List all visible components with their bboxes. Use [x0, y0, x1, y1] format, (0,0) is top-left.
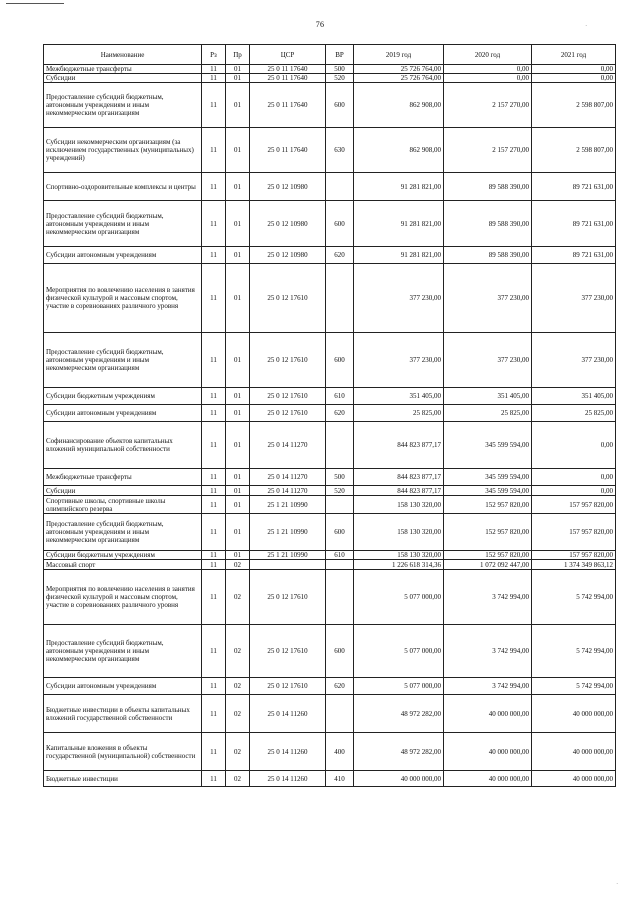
row-name: Субсидии автономным учреждениям — [44, 405, 202, 422]
table-row — [44, 496, 616, 514]
row-2021: 25 825,00 — [532, 405, 616, 422]
row-2019: 48 972 282,00 — [354, 733, 444, 771]
row-rz: 11 — [202, 388, 226, 405]
row-2020: 89 588 390,00 — [444, 247, 532, 264]
row-name: Предоставление субсидий бюджетным, автономным учреждениям и иным некоммерческим организациям — [44, 201, 202, 247]
row-vr: 500 — [326, 65, 354, 74]
row-pr: 01 — [226, 551, 250, 560]
row-pr: 01 — [226, 128, 250, 173]
row-2021: 89 721 631,00 — [532, 247, 616, 264]
table-row — [44, 201, 616, 247]
row-2019: 91 281 821,00 — [354, 173, 444, 201]
header-csr: ЦСР — [250, 45, 326, 65]
row-rz: 11 — [202, 514, 226, 551]
row-2020: 152 957 820,00 — [444, 551, 532, 560]
table-row — [44, 771, 616, 787]
row-2019: 91 281 821,00 — [354, 247, 444, 264]
row-name: Субсидии бюджетным учреждениям — [44, 388, 202, 405]
row-2019: 5 077 000,00 — [354, 570, 444, 625]
row-vr: 620 — [326, 678, 354, 695]
row-vr: 600 — [326, 514, 354, 551]
row-vr — [326, 173, 354, 201]
header-vr: ВР — [326, 45, 354, 65]
row-2021: 40 000 000,00 — [532, 771, 616, 787]
row-2020: 345 599 594,00 — [444, 486, 532, 496]
row-rz: 11 — [202, 65, 226, 74]
table-row — [44, 264, 616, 333]
row-2021: 40 000 000,00 — [532, 695, 616, 733]
row-vr — [326, 264, 354, 333]
row-name: Предоставление субсидий бюджетным, автономным учреждениям и иным некоммерческим организациям — [44, 514, 202, 551]
row-name: Межбюджетные трансферты — [44, 469, 202, 486]
row-name: Капитальные вложения в объекты государственной (муниципальной) собственности — [44, 733, 202, 771]
row-pr: 02 — [226, 695, 250, 733]
row-2020: 152 957 820,00 — [444, 496, 532, 514]
row-pr: 01 — [226, 74, 250, 83]
row-vr: 610 — [326, 551, 354, 560]
table-row — [44, 486, 616, 496]
top-rule — [6, 3, 64, 4]
row-2020: 89 588 390,00 — [444, 173, 532, 201]
row-pr: 01 — [226, 405, 250, 422]
row-2021: 5 742 994,00 — [532, 678, 616, 695]
row-2021: 40 000 000,00 — [532, 733, 616, 771]
row-rz: 11 — [202, 678, 226, 695]
row-2019: 158 130 320,00 — [354, 551, 444, 560]
row-2020: 351 405,00 — [444, 388, 532, 405]
row-name: Бюджетные инвестиции — [44, 771, 202, 787]
row-pr: 02 — [226, 733, 250, 771]
header-name: Наименование — [44, 45, 202, 65]
row-2020: 345 599 594,00 — [444, 422, 532, 469]
row-2019: 25 825,00 — [354, 405, 444, 422]
row-rz: 11 — [202, 733, 226, 771]
row-csr: 25 0 12 17610 — [250, 264, 326, 333]
row-csr: 25 0 11 17640 — [250, 74, 326, 83]
row-pr: 02 — [226, 570, 250, 625]
row-2021: 157 957 820,00 — [532, 514, 616, 551]
row-2019: 40 000 000,00 — [354, 771, 444, 787]
row-csr: 25 0 14 11260 — [250, 695, 326, 733]
row-2020: 25 825,00 — [444, 405, 532, 422]
row-rz: 11 — [202, 333, 226, 388]
row-vr: 520 — [326, 486, 354, 496]
row-2020: 2 157 270,00 — [444, 83, 532, 128]
row-2021: 89 721 631,00 — [532, 173, 616, 201]
table-row — [44, 469, 616, 486]
header-2020: 2020 год — [444, 45, 532, 65]
row-csr — [250, 560, 326, 570]
row-2019: 377 230,00 — [354, 264, 444, 333]
row-2020: 0,00 — [444, 65, 532, 74]
row-vr: 620 — [326, 247, 354, 264]
row-name: Мероприятия по вовлечению населения в занятия физической культурой и массовым спортом, участие в соревнованиях различного уровня — [44, 570, 202, 625]
table-row — [44, 551, 616, 560]
row-rz: 11 — [202, 173, 226, 201]
row-2019: 1 226 618 314,36 — [354, 560, 444, 570]
row-csr: 25 0 12 17610 — [250, 388, 326, 405]
row-rz: 11 — [202, 551, 226, 560]
row-pr: 01 — [226, 388, 250, 405]
header-rz: Рз — [202, 45, 226, 65]
row-pr: 01 — [226, 201, 250, 247]
row-name: Субсидии — [44, 486, 202, 496]
row-2020: 40 000 000,00 — [444, 733, 532, 771]
row-csr: 25 0 11 17640 — [250, 128, 326, 173]
budget-table — [43, 44, 616, 787]
row-vr — [326, 570, 354, 625]
row-csr: 25 0 12 17610 — [250, 570, 326, 625]
row-2019: 844 823 877,17 — [354, 422, 444, 469]
table-row — [44, 173, 616, 201]
table-row — [44, 74, 616, 83]
row-vr — [326, 560, 354, 570]
row-2019: 158 130 320,00 — [354, 496, 444, 514]
row-2020: 2 157 270,00 — [444, 128, 532, 173]
table-row — [44, 422, 616, 469]
row-2020: 0,00 — [444, 74, 532, 83]
row-name: Бюджетные инвестиции в объекты капитальных вложений государственной собственности — [44, 695, 202, 733]
row-rz: 11 — [202, 560, 226, 570]
row-2020: 89 588 390,00 — [444, 201, 532, 247]
row-2019: 5 077 000,00 — [354, 678, 444, 695]
row-csr: 25 0 12 17610 — [250, 333, 326, 388]
row-rz: 11 — [202, 496, 226, 514]
row-csr: 25 0 14 11270 — [250, 469, 326, 486]
row-rz: 11 — [202, 128, 226, 173]
row-vr — [326, 422, 354, 469]
row-vr: 520 — [326, 74, 354, 83]
row-2021: 377 230,00 — [532, 333, 616, 388]
row-2020: 40 000 000,00 — [444, 695, 532, 733]
row-2019: 377 230,00 — [354, 333, 444, 388]
row-2021: 0,00 — [532, 422, 616, 469]
row-2020: 345 599 594,00 — [444, 469, 532, 486]
row-pr: 02 — [226, 678, 250, 695]
row-2019: 862 908,00 — [354, 83, 444, 128]
scan-mark: · — [616, 880, 619, 888]
table-row — [44, 570, 616, 625]
row-csr: 25 0 12 17610 — [250, 625, 326, 678]
row-2021: 377 230,00 — [532, 264, 616, 333]
row-vr — [326, 496, 354, 514]
row-name: Массовый спорт — [44, 560, 202, 570]
row-csr: 25 1 21 10990 — [250, 551, 326, 560]
row-2021: 0,00 — [532, 469, 616, 486]
row-rz: 11 — [202, 422, 226, 469]
row-name: Предоставление субсидий бюджетным, автономным учреждениям и иным некоммерческим организациям — [44, 625, 202, 678]
table-row — [44, 560, 616, 570]
row-rz: 11 — [202, 405, 226, 422]
table-row — [44, 247, 616, 264]
row-2019: 844 823 877,17 — [354, 486, 444, 496]
row-rz: 11 — [202, 771, 226, 787]
row-2021: 157 957 820,00 — [532, 496, 616, 514]
row-2020: 3 742 994,00 — [444, 678, 532, 695]
row-2019: 844 823 877,17 — [354, 469, 444, 486]
row-2019: 862 908,00 — [354, 128, 444, 173]
table-row — [44, 83, 616, 128]
row-pr: 01 — [226, 496, 250, 514]
row-2020: 3 742 994,00 — [444, 570, 532, 625]
table-row — [44, 128, 616, 173]
row-csr: 25 0 14 11260 — [250, 733, 326, 771]
row-rz: 11 — [202, 469, 226, 486]
row-pr: 01 — [226, 83, 250, 128]
row-2021: 0,00 — [532, 486, 616, 496]
table-header-row — [44, 45, 616, 65]
table-row — [44, 514, 616, 551]
row-vr: 400 — [326, 733, 354, 771]
row-2021: 0,00 — [532, 65, 616, 74]
header-2019: 2019 год — [354, 45, 444, 65]
row-pr: 01 — [226, 247, 250, 264]
row-2021: 351 405,00 — [532, 388, 616, 405]
row-name: Мероприятия по вовлечению населения в занятия физической культурой и массовым спортом, участие в соревнованиях различного уровня — [44, 264, 202, 333]
row-csr: 25 1 21 10990 — [250, 514, 326, 551]
row-2020: 152 957 820,00 — [444, 514, 532, 551]
row-pr: 01 — [226, 173, 250, 201]
row-rz: 11 — [202, 570, 226, 625]
row-rz: 11 — [202, 486, 226, 496]
row-2021: 0,00 — [532, 74, 616, 83]
row-2019: 25 726 764,00 — [354, 74, 444, 83]
table-row — [44, 678, 616, 695]
row-rz: 11 — [202, 264, 226, 333]
table-row — [44, 333, 616, 388]
row-2019: 48 972 282,00 — [354, 695, 444, 733]
table-row — [44, 405, 616, 422]
row-csr: 25 0 12 17610 — [250, 405, 326, 422]
row-pr: 02 — [226, 625, 250, 678]
row-csr: 25 0 12 10980 — [250, 247, 326, 264]
row-2021: 2 598 807,00 — [532, 83, 616, 128]
row-vr — [326, 695, 354, 733]
row-vr: 410 — [326, 771, 354, 787]
row-2021: 5 742 994,00 — [532, 625, 616, 678]
row-pr: 02 — [226, 560, 250, 570]
row-2021: 89 721 631,00 — [532, 201, 616, 247]
row-csr: 25 0 14 11270 — [250, 486, 326, 496]
row-2020: 40 000 000,00 — [444, 771, 532, 787]
row-vr: 630 — [326, 128, 354, 173]
row-rz: 11 — [202, 625, 226, 678]
row-2019: 351 405,00 — [354, 388, 444, 405]
header-pr: Пр — [226, 45, 250, 65]
row-2021: 2 598 807,00 — [532, 128, 616, 173]
row-csr: 25 0 12 10980 — [250, 173, 326, 201]
scan-mark: · — [585, 22, 588, 30]
row-name: Предоставление субсидий бюджетным, автономным учреждениям и иным некоммерческим организациям — [44, 333, 202, 388]
row-name: Спортивно-оздоровительные комплексы и центры — [44, 173, 202, 201]
row-pr: 01 — [226, 422, 250, 469]
row-csr: 25 0 14 11270 — [250, 422, 326, 469]
row-vr: 620 — [326, 405, 354, 422]
row-rz: 11 — [202, 247, 226, 264]
row-name: Субсидии автономным учреждениям — [44, 247, 202, 264]
row-vr: 500 — [326, 469, 354, 486]
row-pr: 02 — [226, 771, 250, 787]
row-rz: 11 — [202, 83, 226, 128]
row-2020: 377 230,00 — [444, 333, 532, 388]
row-name: Субсидии — [44, 74, 202, 83]
row-2021: 157 957 820,00 — [532, 551, 616, 560]
row-name: Спортивные школы, спортивные школы олимпийского резерва — [44, 496, 202, 514]
row-pr: 01 — [226, 514, 250, 551]
row-csr: 25 0 12 10980 — [250, 201, 326, 247]
row-vr: 600 — [326, 201, 354, 247]
row-csr: 25 0 11 17640 — [250, 65, 326, 74]
row-2019: 5 077 000,00 — [354, 625, 444, 678]
row-vr: 600 — [326, 625, 354, 678]
header-2021: 2021 год — [532, 45, 616, 65]
row-2020: 1 072 092 447,00 — [444, 560, 532, 570]
row-2019: 91 281 821,00 — [354, 201, 444, 247]
row-pr: 01 — [226, 469, 250, 486]
row-2021: 1 374 349 863,12 — [532, 560, 616, 570]
table-row — [44, 388, 616, 405]
table-row — [44, 695, 616, 733]
row-2020: 3 742 994,00 — [444, 625, 532, 678]
row-csr: 25 0 12 17610 — [250, 678, 326, 695]
row-csr: 25 1 21 10990 — [250, 496, 326, 514]
table-body — [44, 65, 616, 787]
row-2020: 377 230,00 — [444, 264, 532, 333]
page-number: 76 — [315, 20, 325, 29]
table-row — [44, 625, 616, 678]
row-vr: 610 — [326, 388, 354, 405]
row-csr: 25 0 14 11260 — [250, 771, 326, 787]
row-name: Субсидии бюджетным учреждениям — [44, 551, 202, 560]
table-row — [44, 733, 616, 771]
row-rz: 11 — [202, 201, 226, 247]
table-row — [44, 65, 616, 74]
row-2019: 25 726 764,00 — [354, 65, 444, 74]
row-csr: 25 0 11 17640 — [250, 83, 326, 128]
row-name: Межбюджетные трансферты — [44, 65, 202, 74]
row-pr: 01 — [226, 65, 250, 74]
row-name: Субсидии автономным учреждениям — [44, 678, 202, 695]
row-rz: 11 — [202, 74, 226, 83]
row-2019: 158 130 320,00 — [354, 514, 444, 551]
row-name: Софинансирование объектов капитальных вложений муниципальной собственности — [44, 422, 202, 469]
row-name: Предоставление субсидий бюджетным, автономным учреждениям и иным некоммерческим организациям — [44, 83, 202, 128]
row-vr: 600 — [326, 333, 354, 388]
row-rz: 11 — [202, 695, 226, 733]
row-name: Субсидии некоммерческим организациям (за исключением государственных (муниципальных) учреждений) — [44, 128, 202, 173]
row-2021: 5 742 994,00 — [532, 570, 616, 625]
row-vr: 600 — [326, 83, 354, 128]
row-pr: 01 — [226, 264, 250, 333]
row-pr: 01 — [226, 333, 250, 388]
row-pr: 01 — [226, 486, 250, 496]
